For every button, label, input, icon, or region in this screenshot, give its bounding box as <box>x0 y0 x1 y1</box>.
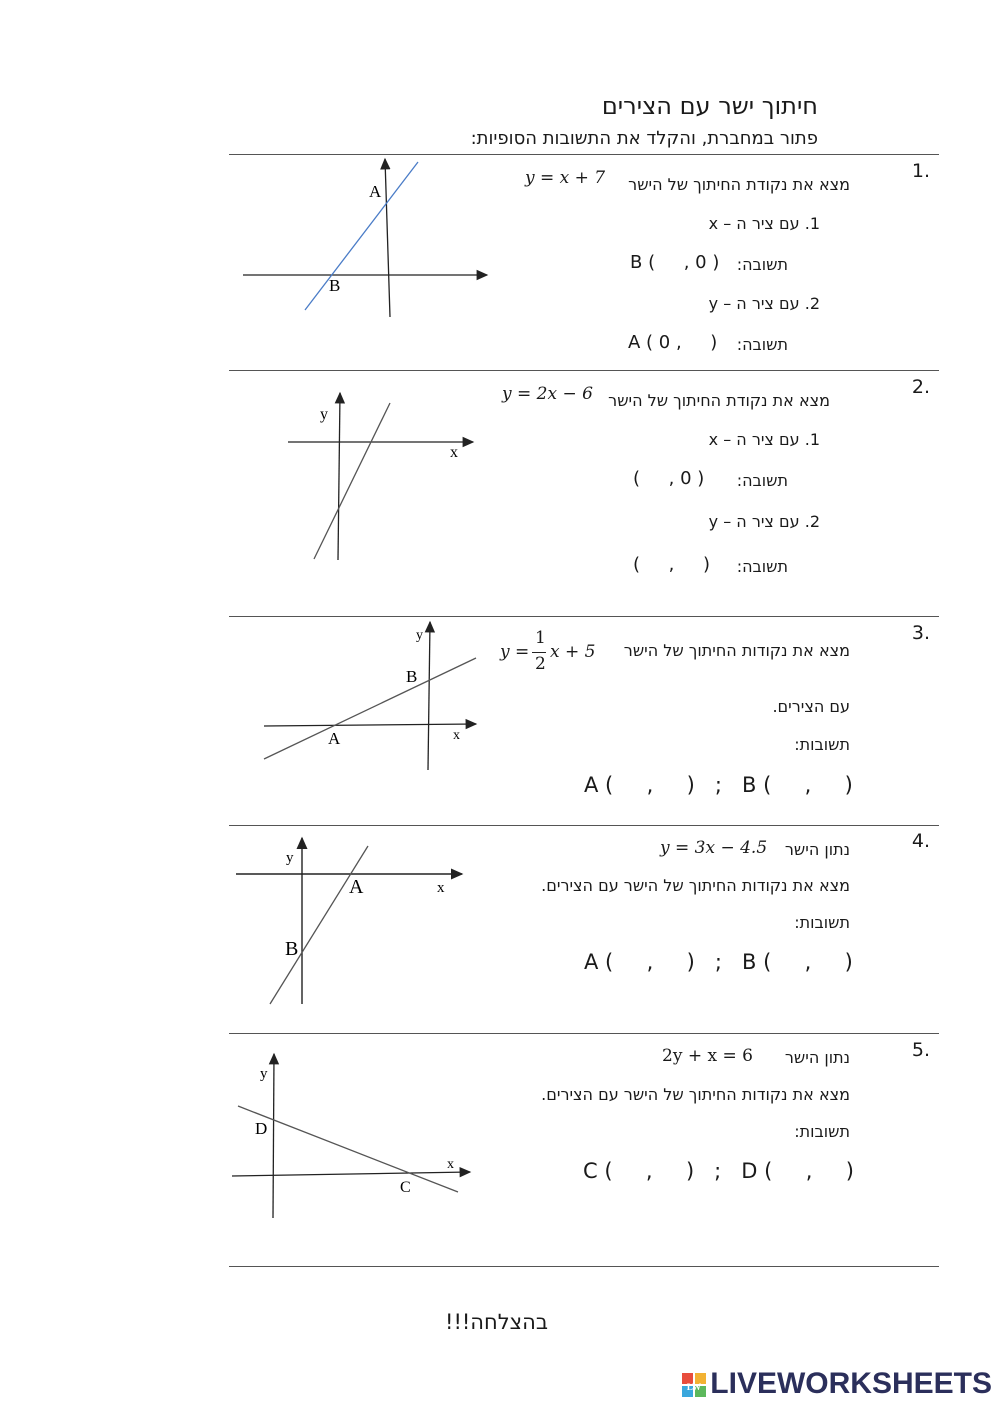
sub-item-y-axis: 2. עם ציר ה – y <box>708 512 820 531</box>
question-number: .3 <box>911 622 930 644</box>
page-title: חיתוך ישר עם הצירים <box>601 92 818 120</box>
divider <box>229 825 939 826</box>
answer-input-x-intercept[interactable]: ( , 0 ) <box>633 468 705 489</box>
answers-label: תשובות: <box>794 913 850 932</box>
fraction-bar <box>532 652 546 653</box>
answer-label: תשובה: <box>736 557 788 576</box>
y-axis <box>428 622 430 770</box>
closing-message: בהצלחה!!! <box>445 1310 548 1334</box>
graph <box>258 620 488 780</box>
equation: y = x + 7 <box>525 168 606 188</box>
question-prompt: מצא את נקודות החיתוך של הישר <box>623 641 850 660</box>
axis-label-y: y <box>416 628 423 643</box>
divider <box>229 1266 939 1267</box>
question-prompt: מצא את נקודות החיתוך של הישר עם הצירים. <box>541 1085 850 1104</box>
point-label-a: A <box>369 182 382 201</box>
given-label: נתון הישר <box>784 1048 850 1067</box>
axis-label-y: y <box>260 1066 268 1082</box>
point-label-b: B <box>406 667 418 686</box>
axis-label-x: x <box>447 1157 454 1172</box>
axis-label-y: y <box>286 850 294 866</box>
axis-label-x: x <box>450 444 458 461</box>
equation: y = 2x − 6 <box>502 384 593 404</box>
equation: y = 3x − 4.5 <box>660 838 768 858</box>
answer-input-intercepts[interactable]: A ( , ) ; B ( , ) <box>584 950 853 974</box>
equation-rhs: x + 5 <box>550 642 596 662</box>
answer-label: תשובה: <box>736 255 788 274</box>
logo-text: LIVEWORKSHEETS <box>710 1367 992 1400</box>
sub-item-x-axis: 1. עם ציר ה – x <box>708 430 820 449</box>
graph-line <box>264 658 476 759</box>
x-axis <box>264 724 476 726</box>
question-prompt: מצא את נקודת החיתוך של הישר <box>608 391 830 410</box>
graph <box>232 834 472 1009</box>
instructions: פתור במחברת, והקלד את התשובות הסופיות: <box>470 128 818 149</box>
x-axis <box>232 1172 470 1176</box>
logo-badge-text: LW <box>687 1382 702 1393</box>
answers-label: תשובות: <box>794 735 850 754</box>
question-line: עם הצירים. <box>772 697 850 716</box>
point-label-b: B <box>285 938 299 960</box>
y-axis <box>273 1054 274 1218</box>
answer-input-y-intercept[interactable]: ( , ) <box>633 554 710 575</box>
answer-input-intercepts[interactable]: C ( , ) ; D ( , ) <box>583 1159 854 1183</box>
question-number: .1 <box>911 160 930 182</box>
axis-label-x: x <box>437 880 445 896</box>
point-label-a: A <box>328 729 341 748</box>
sub-item-x-axis: 1. עם ציר ה – x <box>708 214 820 233</box>
graph-line <box>305 162 418 310</box>
answer-input-y-intercept[interactable]: A ( 0 , ) <box>628 332 718 353</box>
graph <box>235 155 495 325</box>
answer-input-intercepts[interactable]: A ( , ) ; B ( , ) <box>584 773 853 797</box>
equation: 2y + x = 6 <box>662 1046 753 1066</box>
question-number: .4 <box>911 830 930 852</box>
point-label-c: C <box>400 1179 411 1196</box>
divider <box>229 370 939 371</box>
point-label-a: A <box>349 876 364 898</box>
axis-label-x: x <box>453 728 460 743</box>
question-prompt: מצא את נקודות החיתוך של הישר עם הצירים. <box>541 876 850 895</box>
graph-line <box>314 403 390 559</box>
graph <box>228 1048 478 1223</box>
logo-badge-icon <box>682 1373 706 1397</box>
divider <box>229 1033 939 1034</box>
equation-lhs: y = <box>500 642 530 662</box>
graph-line <box>238 1106 458 1192</box>
y-axis <box>338 393 340 560</box>
question-number: .2 <box>911 376 930 398</box>
fraction-denominator: 2 <box>535 654 546 674</box>
answer-label: תשובה: <box>736 335 788 354</box>
answer-input-x-intercept[interactable]: B ( , 0 ) <box>630 252 720 273</box>
axis-label-y: y <box>320 406 328 423</box>
graph <box>280 385 480 565</box>
answers-label: תשובות: <box>794 1122 850 1141</box>
divider <box>229 616 939 617</box>
point-label-d: D <box>255 1119 268 1138</box>
liveworksheets-logo[interactable] <box>682 1367 992 1401</box>
graph-line <box>270 846 368 1004</box>
fraction-numerator: 1 <box>535 628 546 648</box>
equation <box>500 628 595 678</box>
answer-label: תשובה: <box>736 471 788 490</box>
question-number: .5 <box>911 1039 930 1061</box>
point-label-b: B <box>329 276 341 295</box>
given-label: נתון הישר <box>784 840 850 859</box>
question-prompt: מצא את נקודת החיתוך של הישר <box>628 175 850 194</box>
sub-item-y-axis: 2. עם ציר ה – y <box>708 294 820 313</box>
y-axis <box>385 159 390 317</box>
